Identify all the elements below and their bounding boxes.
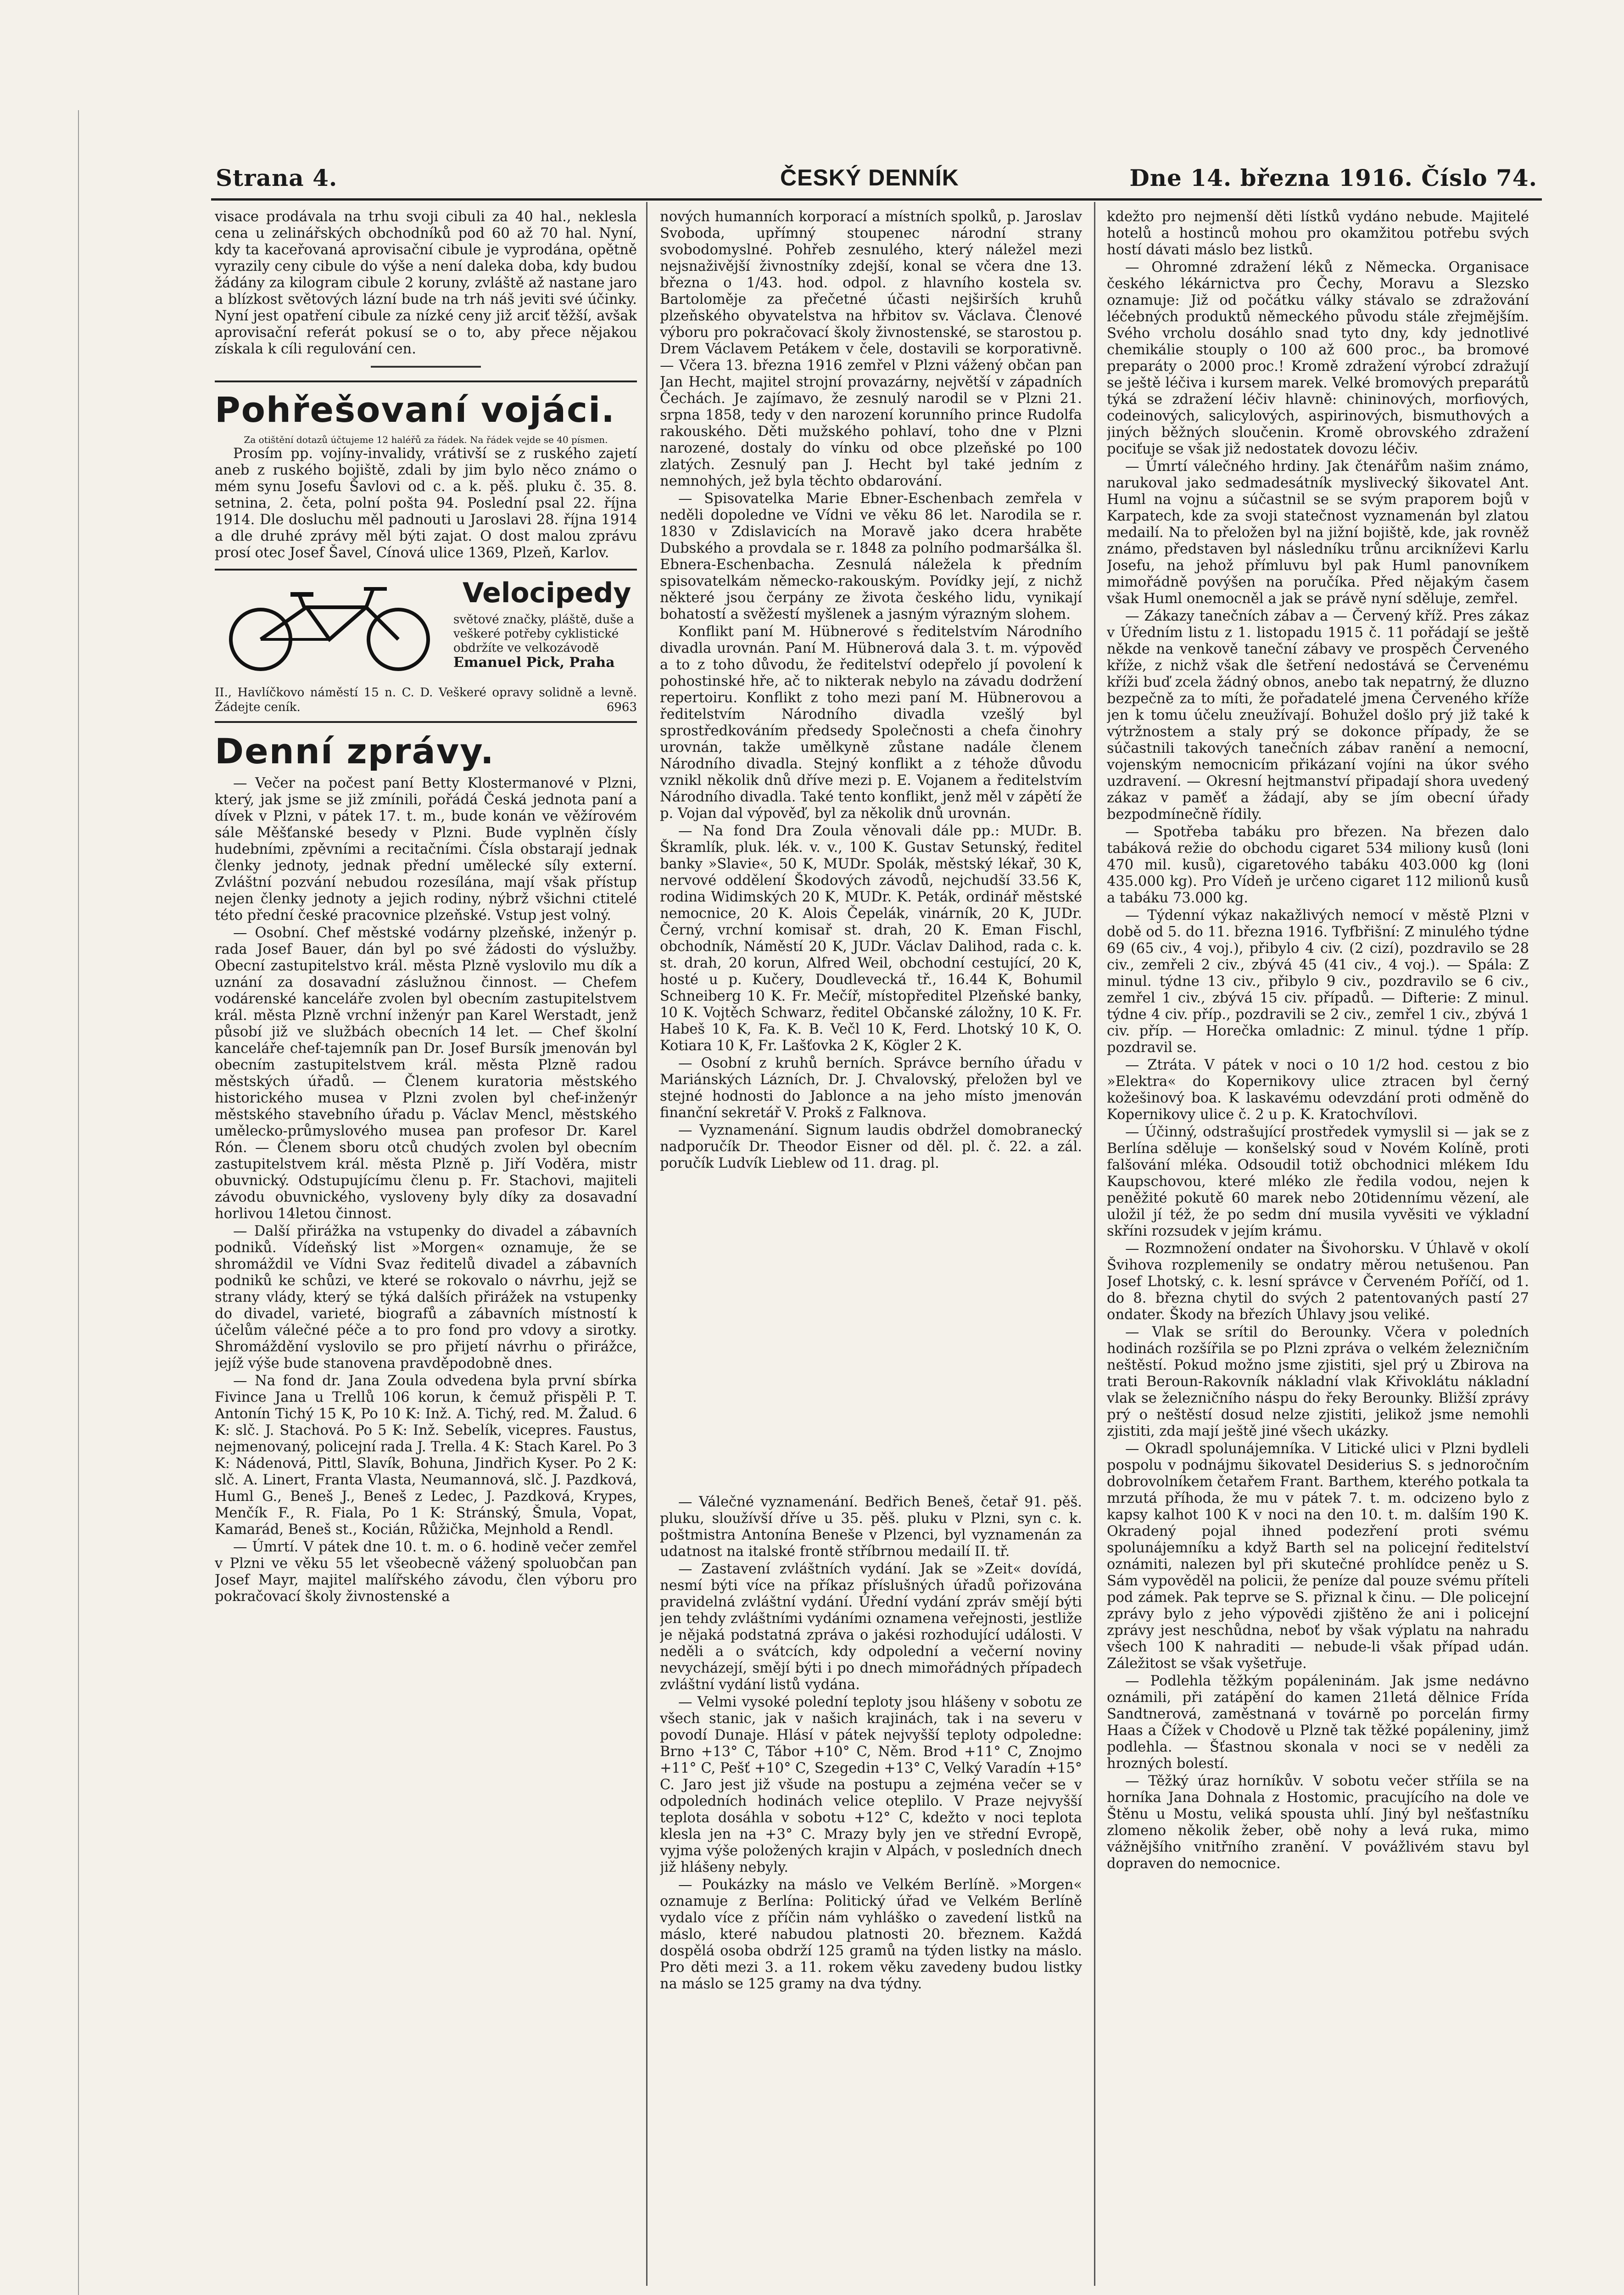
page-header — [216, 164, 1537, 201]
ad-address-text: II., Havlíčkovo náměstí 15 n. C. D. Veškeré opravy solidně a levně. Žádejte ceník. — [215, 686, 637, 714]
blank-area — [660, 1173, 1082, 1494]
article-missing-soldier: Prosím pp. vojíny-invalidy, vrátivší se z ruského zajetí aneb z ruského bojiště, zdali by jim bylo něco známo o mém synu Josefu Šavlovi od c. a k. pěš. pluku č. 35. 8. setnina, 2. četa, polní pošta 94. Poslední psal 22. října 1914. Dle dosluchu měl padnouti u Jaroslavi 28. října 1914 a dle druhé zprávy měl býti zajat. O dost malou zprávu prosí otec Josef Šavel, Cínová ulice 1369, Plzeň, Karlov. — [215, 446, 637, 561]
article-miner-injury: — Těžký úraz horníkův. V sobotu večer stříila se na horníka Jana Dohnala z Hostomic, pracujícího na dole ve Štěnu u Mostu, veliká spousta uhlí. Jiný byl nešťastníku zlomeno několik žeber, obě nohy a levá ruka, mimo vážnějšího vnitřního zranění. V povážlivém stavu byl dopraven do nemocnice. — [1107, 1773, 1529, 1872]
column-rule — [1094, 202, 1095, 2286]
article-death-cont: nových humanních korporací a místních spolků, p. Jaroslav Svoboda, upřímný stoupenec národní strany svobodomyslné. Pohřeb zesnulého, který náležel mezi nejsnaživější živnostníky zdejší, konal se včera dne 13. března o 1/43. hod. odpol. z hlavního kostela sv. Bartoloměje za přečetné účasti nejširších kruhů plzeňského obyvatelstva na hřbitov sv. Václava. Členové výboru pro pokračovací školy živnostenské, se starostou p. Drem Václavem Petákem v čele, dostavili se korporativně. — Včera 13. března 1916 zemřel v Plzni vážený občan pan Jan Hecht, majitel strojní provazárny, největší v západních Čechách. Je zajímavo, že zesnulý narodil se v Plzni 21. srpna 1858, tedy v den narození korunního prince Rudolfa rakouského. Děti mužského pohlaví, toho dne v Plzni narozené, dostaly do vínku od obce plzeňské po 100 zlatých. Zesnulý pan J. Hecht byl také jedním z nemnohých, jež byla těchto obdarování. — [660, 209, 1082, 489]
ad-address — [215, 685, 637, 715]
newspaper-name: ČESKÝ DENNÍK — [780, 165, 959, 190]
article-temperatures: — Velmi vysoké polední teploty jsou hlášeny v sobotu ze všech stanic, jak v našich krajinách, tak i na severu v povodí Dunaje. Hlásí v pátek nejvyšší teploty odpoledne: Brno +13° C, Tábor +10° C, Něm. Brod +11° C, Znojmo +11° C, Pešť +10° C, Szegedin +13° C, Velký Varadín +15° C. Jaro jest již všude na postupu a zejména večer se v odpoledních hodinách velice oteplilo. V Praze nejvyšší teplota dosáhla v sobotu +12° C, kdežto v noci teplota klesla jen na +3° C. Mrazy byly jen ve střední Evropě, vyjma výše položených krajin v Alpách, v posledních dnech již hlášeny nebyly. — [660, 1694, 1082, 1875]
column-3 — [1107, 209, 1529, 2284]
rule — [215, 381, 637, 382]
article-hubnerova-conflict: Konflikt paní M. Hübnerové s ředitelstvím Národního divadla urovnán. Paní M. Hübnerová dala 3. t. m. výpověď a to z toho důvodu, že ředitelství odepřelo jí povolení k pohostinské hře, ač to nikterak nebylo na závadu dodržení repertoiru. Konflikt z toho mezi paní M. Hübnerovou a ředitelstvím Národního divadla vzešlý byl sprostředkováním předsedy Společnosti a chefa činohry urovnán, takže umělkyně zůstane nadále členem Národního divadla. Stejný konflikt a z téhože důvodu vznikl několik dnů dříve mezi p. E. Vojanem a ředitelstvím Národního divadla. Také tento konflikt, jenž měl v zápětí že p. Vojan dal výpověď, byl za několik dnů urovnán. — [660, 624, 1082, 822]
section-note: Za otištění dotazů účtujeme 12 haléřů za řádek. Na řádek vejde se 40 písmen. — [244, 434, 608, 445]
article-personal: — Osobní. Chef městské vodárny plzeňské, inženýr p. rada Josef Bauer, dán byl po své žádosti do výslužby. Obecní zastupitelstvo král. města Plzně vyslovilo mu dík a uznání za dosavadní záslužnou činnost. — Chefem vodárenské kanceláře zvolen byl obecním zastupitelstvem král. města Plzně vrchní inženýr pan Karel Werstadt, jenž působí již ve službách obecních 14 let. — Chef školní kanceláře chef-tajemník pan Dr. Josef Bursík jmenován byl obecním zastupitelstvem král. města Plzně radou městských úřadů. — Členem kuratoria městského historického musea v Plzni zvolen byl chef-inženýr městského stavebního úřadu p. Václav Mencl, městského umělecko-průmyslového musea pan profesor Dr. Karel Rón. — Členem sboru otců chudých zvolen byl obecním zastupitelstvem král. města Plzně p. Jiří Voděra, mistr obuvnický. Odstupujícímu členu p. Fr. Stachovi, majiteli závodu obuvnického, vysloveny byly díky za dosavadní horlivou 14letou činnost. — [215, 925, 637, 1222]
column-rule — [646, 202, 647, 2286]
article-dance-ban: — Zákazy tanečních zábav a — Červený kříž. Pres zákaz v Úředním listu z 1. listopadu 1915 č. 11 pořádají se ještě někde na venkově taneční zábavy ve prospěch Červeného kříže, z nichž však dle šetření nedostává se Červenému kříži buď zcela žádný obnos, anebo tak nepatrný, že dluzno bezpečně za to míti, že pořadatelé jmena Červeného kříže jen k tomu účelu zneužívají. Bohužel došlo prý již také k výtržnostem a staly prý se dokonce případy, že se súčastnili takových tanečních zábav ranění a nemocní, vojenským nemocnicím přikázaní vojíni na úkor svého uzdravení. — Okresní hejtmanství připadají shora uvedený zákaz v paměť a žádají, aby se jím obecní úřady bezpodmínečně řídily. — [1107, 608, 1529, 823]
article-theft: — Okradl spolunájemníka. V Litické ulici v Plzni bydleli pospolu v podnájmu šikovatel Desiderius S. s jednoročním dobrovolníkem četařem Frant. Barthem, kterého potkala ta mrzutá příhoda, že mu v pátek 7. t. m. odcizeno bylo z kapsy kalhot 100 K v noci na den 10. t. m. dalším 190 K. Okradený pojal ihned podezření proti svému spolunájemníku a když Barth sel na policejní ředitelství oznámiti, nalezen byl při skutečné prohlídce peněz u S. Sám vypověděl na policii, že peníze dal pouze svému příteli pod zámek. Pak teprve se S. přiznal k činu. — Dle policejní zprávy bylo z jeho výpovědi zjištěno že ani i policejní zprávy jest neschůdna, neboť by však výplatu na nahradu všech 100 K nahraditi — nebude-li však případ udán. Záležitost se však vyšetřuje. — [1107, 1441, 1529, 1672]
page-number: Strana 4. — [216, 164, 338, 191]
article-burns: — Podlehla těžkým popáleninám. Jak jsme nedávno oznámili, při zatápění do kamen 21letá dělnice Frída Sandtnerová, zaměstnaná v továrně po porcelán firmy Haas a Čížek v Chodově u Plzně tak těžké popáleniny, jimž podlehla. — Šťastnou skonala v noci se v neděli za hrozných bolestí. — [1107, 1673, 1529, 1772]
article-evening-klostermann: — Večer na počest paní Betty Klostermanové v Plzni, který, jak jsme se již zmínili, pořádá Česká jednota paní a dívek v Plzni, v pátek 17. t. m., bude konán ve věžírovém sále Měšťanské besedy v Plzni. Bude vyplněn čísly hudebními, zpěvními a recitačními. Čísla obstarají jednak členky jednoty, jednak přední umělecké síly externí. Zvláštní pozvání nebudou rozesílána, mají však přístup nejen členky jednoty a jejich rodiny, nýbrž všichni ctitelé této přední české pracovnice plzeňské. Vstup jest volný. — [215, 775, 637, 924]
article-zoula-fund: — Na fond dr. Jana Zoula odvedena byla první sbírka Fivince Jana u Trellů 106 korun, k čemuž přispěli P. T. Antonín Tichý 15 K, Po 10 K: Inž. A. Tichý, red. M. Žalud. 6 K: slč. J. Stachová. Po 5 K: Inž. Sebelík, vicepres. Faustus, nejmenovaný, policejní rada J. Trella. 4 K: Stach Karel. Po 3 K: Nádenová, Pittl, Slavík, Bohuna, Jindřich Kyser. Po 2 K: slč. A. Linert, Franta Vlasta, Neumannová, slč. J. Pazdková, Huml G., Beneš J., Beneš z Ledec, J. Pazdková, Krypes, Menčík F., R. Fiala, Po 1 K: Stránský, Šmula, Vopat, Kamarád, Beneš st., Kocián, Růžička, Mejnhold a Rendl. — [215, 1373, 637, 1538]
separator — [215, 358, 637, 374]
ad-shop-name: Emanuel Pick, Praha — [453, 655, 615, 671]
article-medicine-prices: — Ohromné zdražení léků z Německa. Organisace českého lékárnictva pro Čechy, Moravu a Slezsko oznamuje: Již od počátku války stávalo se zdražování léčebných produktů německého původu stále zřejmějším. Svého vrcholu dosáhlo snad tyto dny, kdy jednotlivé chemikálie stouply o 100 až 600 proc., ba bromové preparáty o 2000 proc.! Kromě zdražení výrobcí zdražují se ještě léčiva i kursem marek. Velké bromových preparátů týká se zdražení léčiv hlavně: chininových, morfiových, codeinových, salicylových, aspirinových, bismuthových a jiných běžných sloučenin. Kromě obrovského zdražení pociťuje se však již nedostatek dovozu léčiv. — [1107, 259, 1529, 457]
article-diseases: — Týdenní výkaz nakažlivých nemocí v městě Plzni v době od 5. do 11. března 1916. Tyfbřišní: Z minulého týdne 69 (65 civ., 4 voj.), přibylo 4 civ. (2 cizí), pozdravilo se 28 civ., zemřeli 2 civ., zbývá 45 (41 civ., 4 voj.). — Spála: Z minul. týdne 13 civ., přibylo 9 civ., pozdravilo se 6 civ., zemřel 1 civ., zbývá 15 civ. případů. — Difterie: Z minul. týdne 4 civ. příp., pozdravili se 2 civ., zemřel 1 civ., zbývá 1 civ. příp. — Horečka omladnic: Z minul. týdne 1 příp. pozdravil se. — [1107, 907, 1529, 1056]
column-1 — [215, 209, 637, 2284]
article-butter-cont: kdežto pro nejmenší děti lístků vydáno nebude. Majitelé hotelů a hostinců mohou pro okamžitou potřebu svých hostí dávati máslo bez listků. — [1107, 209, 1529, 258]
article-war-decoration: — Válečné vyznamenání. Bedřich Beneš, četař 91. pěš. pluku, sloužívší dříve u 35. pěš. pluku v Plzni, syn c. k. poštmistra Antonína Beneše v Plzenci, byl vyznamenán za udatnost na italské frontě stříbrnou medailí II. tř. — [660, 1494, 1082, 1560]
section-title-missing-soldiers: Pohřešovaní vojáci. — [215, 389, 615, 430]
bicycle-advertisement — [215, 569, 637, 723]
article-muskrats: — Rozmnožení ondater na Šivohorsku. V Úhlavě v okolí Švihova rozplemenily se ondatry měrou netušenou. Pan Josef Lhotský, c. k. lesní správce v Červeném Poříčí, od 1. do 8. března chytil do svých 2 patentovaných pastí 27 ondater. Škody na březích Úhlavy jsou veliké. — [1107, 1241, 1529, 1323]
column-2 — [660, 209, 1082, 2284]
article-milk-fraud: — Účinný, odstrašující prostředek vymyslil si — jak se z Berlína sděluje — konšelský soud v Novém Kolíně, proti falšování mléka. Odsoudil totiž obchodnici mlékem Idu Kaupschovou, které mléko zle ředila vodou, nejen k peněžité pokutě 60 marek nebo 20tidennímu vězení, ale uložil jí též, že po sedm dní musila vyvěsiti ve výkladní skříni rozsudek v jejím krámu. — [1107, 1124, 1529, 1239]
article-special-editions: — Zastavení zvláštních vydání. Jak se »Zeit« dovídá, nesmí býti více na příkaz příslušných úřadů pořizována pravidelná zvláštní vydání. Úřední vydání zpráv smějí býti jen tehdy zvláštními vydáními oznamena veřejnosti, jestliže je nějaká podstatná zpráva o jakési rozhodující události. V neděli a o svátcích, kdy odpolední a večerní noviny nevycházejí, smějí býti i po dnech mimořádných případech zvláštní vydání listů vydána. — [660, 1561, 1082, 1693]
article-intro: visace prodávala na trhu svoji cibuli za 40 hal., neklesla cena u zelinářských obchodníků pod 60 až 70 hal. Nyní, kdy ta kaceřovaná aprovisační cibule je vyprodána, opětně vyrazily ceny cibule do výše a není daleka doba, kdy budou žádány za kilogram cibule 2 koruny, zvláště až nastane jaro a blízkost světových lázní bude na trh náš jeviti své účinky. Nyní jest opatření cibule za nízké ceny již arciť těžší, avšak aprovisační referát pokusí se o to, aby přece nějakou získala k cíli regulování cen. — [215, 209, 637, 357]
article-zoula-fund-2: — Na fond Dra Zoula věnovali dále pp.: MUDr. B. Škramlík, pluk. lék. v. v., 100 K. Gustav Setunský, ředitel banky »Slavie«, 50 K, MUDr. Spolák, městský lékař, 30 K, nervové oddělení Škodových závodů, nejchudší 33.56 K, rodina Widimských 20 K, MUDr. K. Peták, ordinář městské nemocnice, 20 K. Alois Čepelák, vinárník, 20 K, JUDr. Černý, vrchní komisař st. drah, 20 K. Eman Fischl, obchodník, Náměstí 20 K, JUDr. Václav Dalihod, rada c. k. st. drah, 20 korun, Alfred Weil, obchodní cestující, 20 K, hosté u p. Kučery, Doudlevecká tř., 16.44 K, Bohumil Schneiberg 10 K. Fr. Mečíř, místopředitel Plzeňské banky, 10 K. Vojtěch Schwarz, ředitel Občanské záložny, 10 K. Fr. Habeš 10 K, Fa. K. B. Večl 10 K, Ferd. Lhotský 10 K, O. Kotiara 10 K, Fr. Lašťovka 2 K, Kögler 2 K. — [660, 823, 1082, 1054]
article-tax-office: — Osobní z kruhů berních. Správce berního úřadu v Mariánských Lázních, Dr. J. Chvalovský, přeložen byl ve stejné hodnosti do Jablonce a na jeho místo jmenován finanční sekretář V. Prokš z Falknova. — [660, 1055, 1082, 1121]
bicycle-icon — [215, 580, 444, 672]
ad-text — [453, 613, 637, 670]
article-ebner-eschenbach: — Spisovatelka Marie Ebner-Eschenbach zemřela v neděli dopoledne ve Vídni ve věku 86 let. Narodila se r. 1830 v Zdislavicích na Moravě jako dcera hraběte Dubského a provdala se r. 1848 za polního podmaršálka šl. Ebnera-Eschenbacha. Zesnulá náležela k předním spisovatelkám německo-rakouským. Povídky její, z nichž některé jsou čerpány ze života českého lidu, vynikají bohatostí a svěžestí myšlenek a jasným výrazným slohem. — [660, 491, 1082, 622]
article-decoration: — Vyznamenání. Signum laudis obdržel domobranecký nadporučík Dr. Theodor Eisner od děl. pl. č. 22. a zál. poručík Ludvík Lieblew od 11. drag. pl. — [660, 1122, 1082, 1171]
article-train-accident: — Vlak se srítil do Berounky. Včera v poledních hodinách rozšířila se po Plzni zpráva o velkém železničním neštěstí. Pokud možno jsme zjistiti, sjel prý u Zbirova na trati Beroun-Rakovník nákladní vlak Křivoklátu nákladní vlak se železničního náspu do řeky Berounky. Bližší zprávy prý o neštěstí dosud nelze zjistiti, jelikož jsme nemohli zjistiti, zda mají ještě jiné všech ukázky. — [1107, 1324, 1529, 1439]
article-tobacco: — Spotřeba tabáku pro březen. Na březen dalo tabáková režie do obchodu cigaret 534 miliony kusů (loni 470 mil. kusů), cigaretového tabáku 403.000 kg (loni 435.000 kg). Pro Vídeň je určeno cigaret 112 milionů kusů a tabáku 73.000 kg. — [1107, 824, 1529, 906]
article-lost-item: — Ztráta. V pátek v noci o 10 1/2 hod. cestou z bio »Elektra« do Kopernikovy ulice ztracen byl černý kožešinový boa. K laskavému odevzdání proti odměně do Kopernikovy ulice č. 2 u p. K. Kratochvílovi. — [1107, 1057, 1529, 1123]
section-title-daily-news: Denní zprávy. — [215, 731, 495, 772]
header-rule — [211, 198, 1542, 201]
article-butter-vouchers: — Poukázky na máslo ve Velkém Berlíně. »Morgen« oznamuje z Berlína: Politický úřad ve Velkém Berlíně vydalo více z příčin nám vyhláško o zavedení listků na máslo, které nabudou platnosti 20. březnem. Každá dospělá osoba obdrží 125 gramů na týden listky na máslo. Pro děti mezi 3. a 11. rokem věku zavedeny budou listky na máslo se 125 gramy na dva týdny. — [660, 1877, 1082, 1992]
date-issue: Dne 14. března 1916. Číslo 74. — [1129, 164, 1537, 191]
article-theatre-surcharge: — Další přirážka na vstupenky do divadel a zábavních podniků. Vídeňský list »Morgen« oznamuje, že se shromáždil ve Vídni Svaz ředitelů divadel a zábavních podniků ke schůzi, ve které se rokovalo o návrhu, jejž se strany vlády, který se týká dalších přirážek na vstupenky do divadel, varieté, biografů a zábavních místností k účelům válečné péče a to pro fond pro vdovy a sirotky. Shromáždění vyslovilo se pro přijetí návrhu o přirážce, jejíž výše bude stanovena pravděpodobně dnes. — [215, 1223, 637, 1371]
ad-description: světové značky, pláště, duše a veškeré potřeby cyklistické obdržíte ve velkozávodě — [453, 613, 634, 655]
ad-code: 6963 — [606, 700, 637, 714]
ad-title: Velocipedy — [463, 577, 631, 609]
article-war-hero: — Úmrtí válečného hrdiny. Jak čtenářům našim známo, narukoval jako sedmadesátník myslivecký šikovatel Ant. Huml na vojnu a súčastnil se se svým praporem bojů v Karpatech, kde za svoji statečnost vyznamenán byl zlatou medailí. Na to přeložen byl na jižní bojiště, kde, jak rovněž známo, představen byl následníku trůnu arcikníževi Karlu Josefu, na jehož přímluvu byl pak Huml panovníkem mimořádně povýšen na poručíka. Před nějakým časem však Huml onemocněl a jak se právě nyní sděluje, zemřel. — [1107, 459, 1529, 607]
article-death: — Úmrtí. V pátek dne 10. t. m. o 6. hodině večer zemřel v Plzni ve věku 55 let všeobecně vážený spoluobčan pan Josef Mayr, majitel malířského závodu, člen výboru pro pokračovací školy živnostenské a — [215, 1539, 637, 1605]
